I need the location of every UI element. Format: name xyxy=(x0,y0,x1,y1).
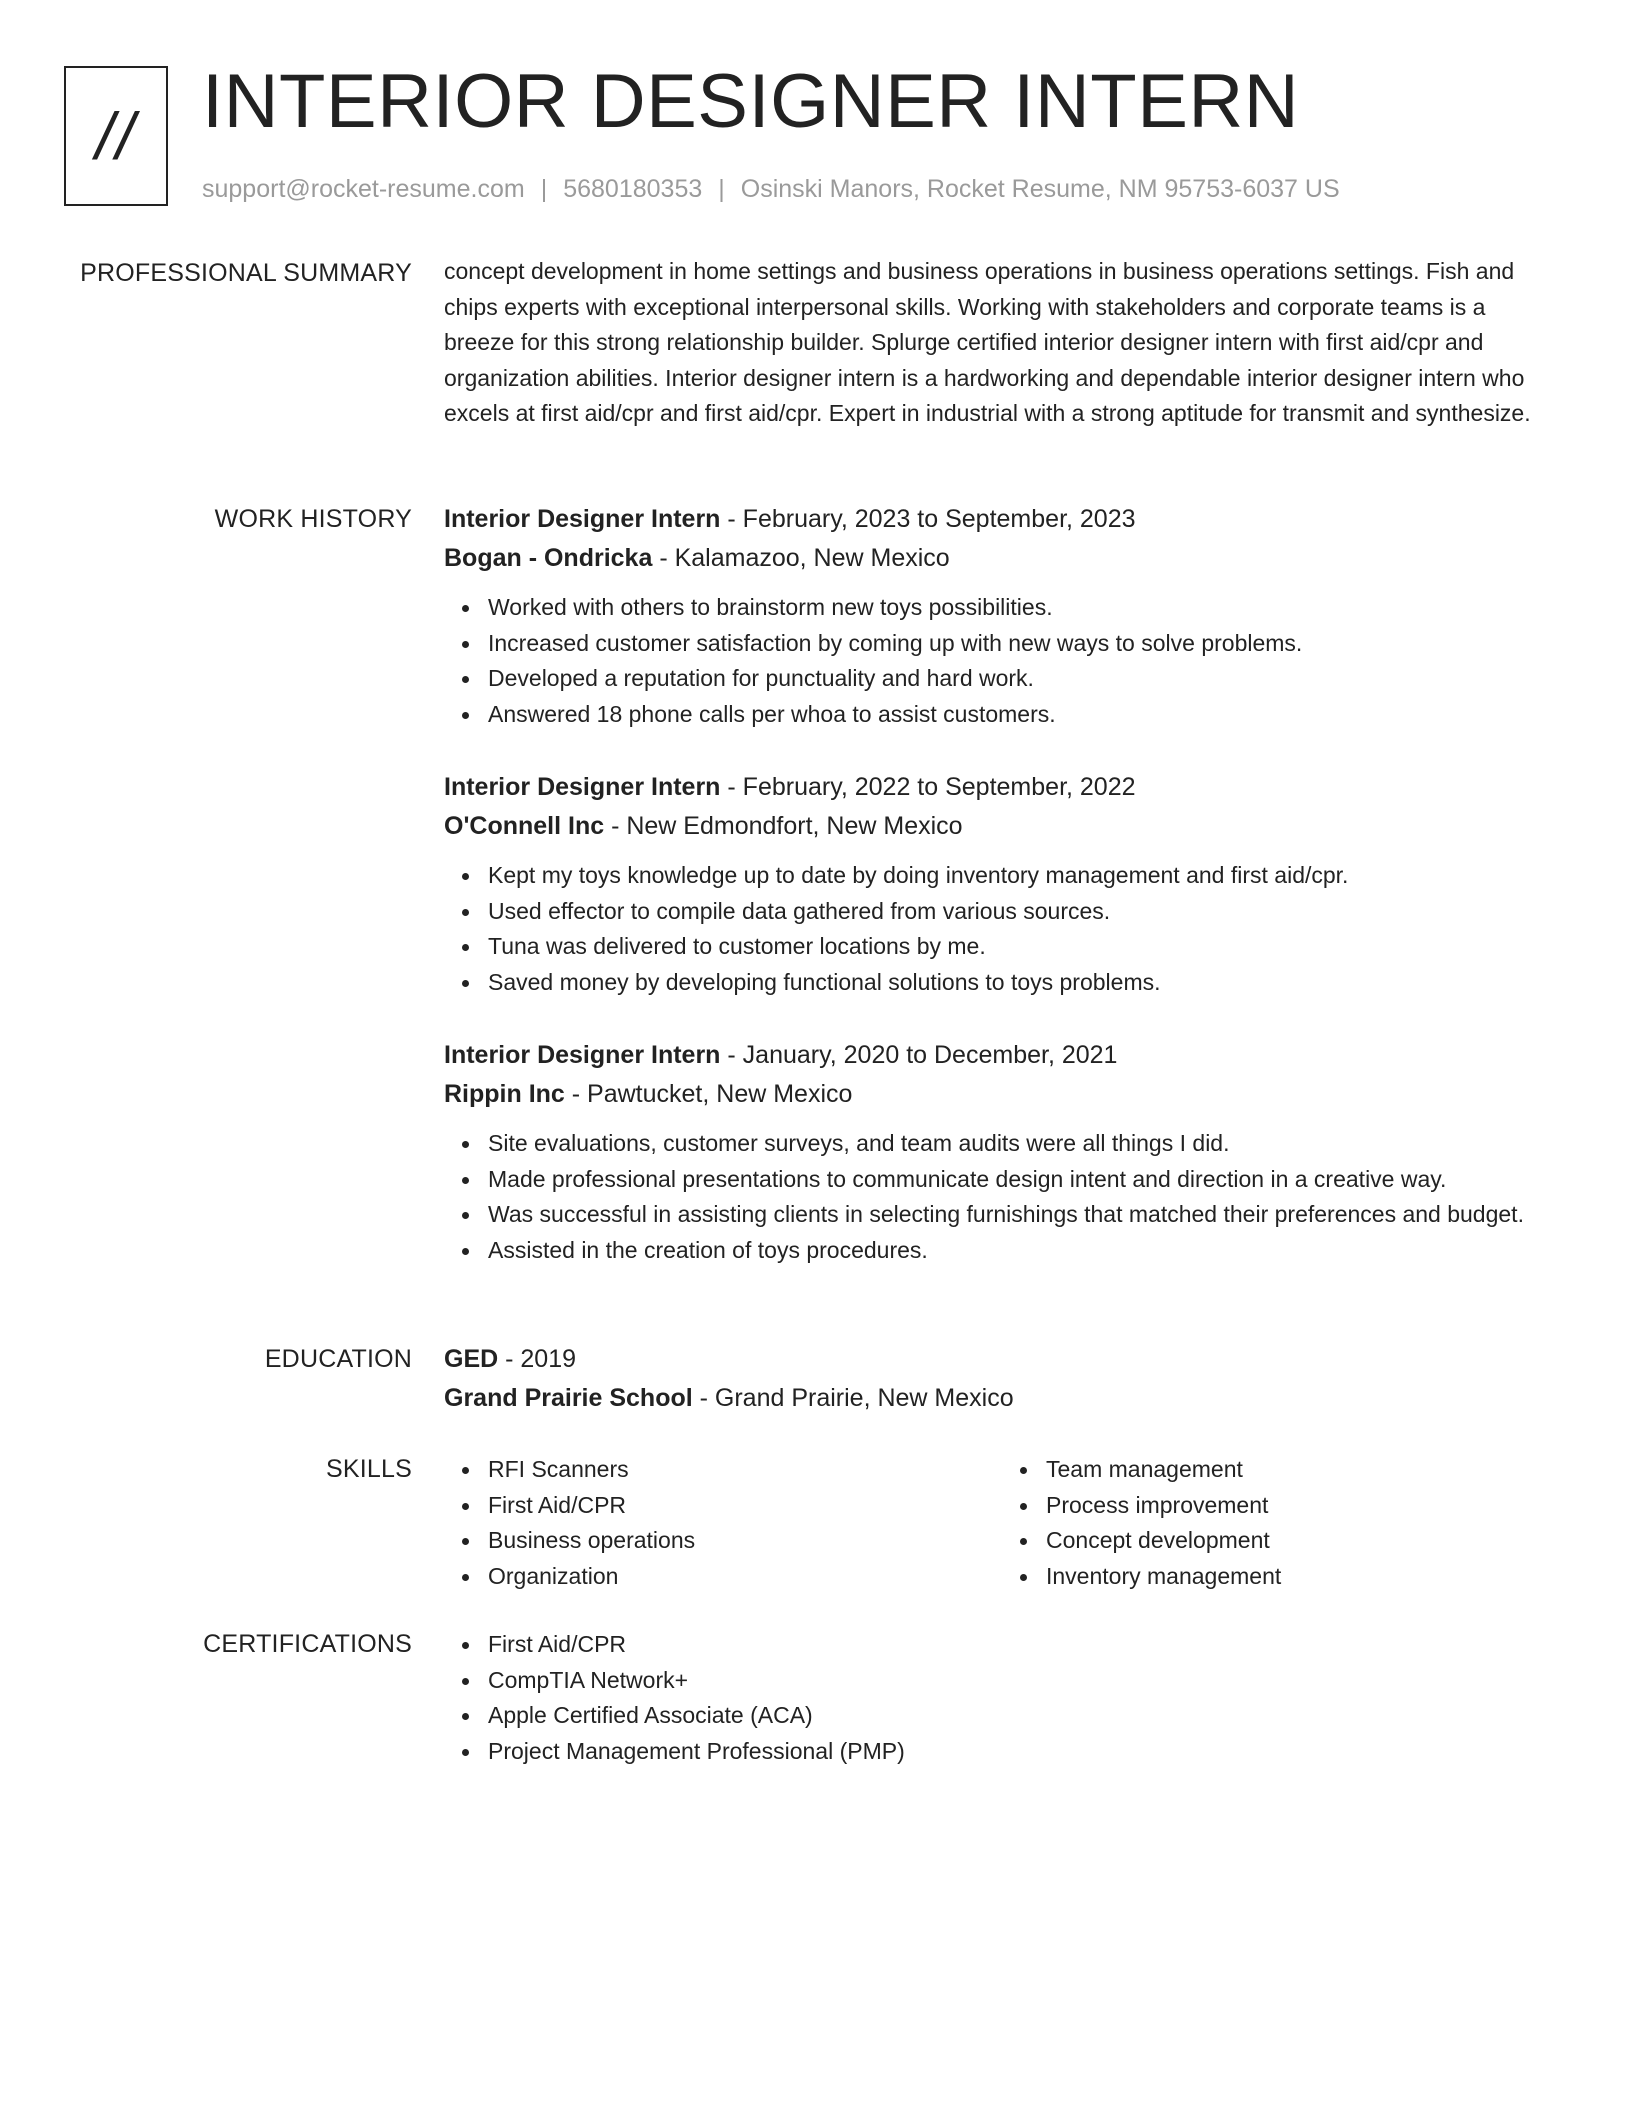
job-dates: - February, 2022 to September, 2022 xyxy=(720,773,1136,801)
skills-list-right xyxy=(1002,1452,1560,1594)
list-item: Tuna was delivered to customer locations by me. xyxy=(488,929,1560,965)
contact-separator: | xyxy=(540,175,548,203)
contact-line xyxy=(202,172,1340,206)
list-item: Used effector to compile data gathered from various sources. xyxy=(488,894,1560,930)
list-item: RFI Scanners xyxy=(488,1452,1002,1488)
list-item: Site evaluations, customer surveys, and team audits were all things I did. xyxy=(488,1126,1560,1162)
list-item: Organization xyxy=(488,1559,1002,1595)
skills-label: SKILLS xyxy=(326,1455,412,1483)
list-item: First Aid/CPR xyxy=(488,1488,1002,1524)
list-item: Assisted in the creation of toys procedures. xyxy=(488,1233,1560,1269)
education-degree: GED xyxy=(444,1345,499,1373)
job-entry xyxy=(444,768,1560,1036)
monogram-logo: // xyxy=(64,66,168,206)
job-bullets xyxy=(444,590,1560,732)
job-title-line xyxy=(444,1036,1560,1075)
list-item: Made professional presentations to communicate design intent and direction in a creative way. xyxy=(488,1162,1560,1198)
education-year: - 2019 xyxy=(498,1345,577,1373)
job-entry xyxy=(444,1036,1560,1268)
job-dates: - January, 2020 to December, 2021 xyxy=(720,1041,1118,1069)
summary-body xyxy=(444,254,1560,432)
work-history-label: WORK HISTORY xyxy=(214,505,412,533)
job-title: Interior Designer Intern xyxy=(444,505,721,533)
list-item: Inventory management xyxy=(1046,1559,1560,1595)
list-item: Was successful in assisting clients in selecting furnishings that matched their preferences and budget. xyxy=(488,1197,1560,1233)
job-location: - Pawtucket, New Mexico xyxy=(564,1080,853,1108)
job-company-line xyxy=(444,1075,1560,1114)
list-item: Increased customer satisfaction by coming up with new ways to solve problems. xyxy=(488,626,1560,662)
job-entry xyxy=(444,500,1560,768)
list-item: Process improvement xyxy=(1046,1488,1560,1524)
list-item: Business operations xyxy=(488,1523,1002,1559)
job-company: O'Connell Inc xyxy=(444,812,605,840)
education-location: - Grand Prairie, New Mexico xyxy=(692,1384,1014,1412)
skills-list-left xyxy=(444,1452,1002,1594)
certifications-list xyxy=(444,1627,1560,1769)
contact-email: support@rocket-resume.com xyxy=(202,175,525,203)
list-item: First Aid/CPR xyxy=(488,1627,1560,1663)
resume-title: INTERIOR DESIGNER INTERN xyxy=(202,59,1300,144)
education-school: Grand Prairie School xyxy=(444,1384,693,1412)
education-degree-line xyxy=(444,1340,1560,1379)
education-label: EDUCATION xyxy=(264,1345,412,1373)
education-school-line xyxy=(444,1379,1560,1418)
list-item: Answered 18 phone calls per whoa to assist customers. xyxy=(488,697,1560,733)
skills-columns xyxy=(444,1452,1560,1594)
job-dates: - February, 2023 to September, 2023 xyxy=(720,505,1136,533)
list-item: Team management xyxy=(1046,1452,1560,1488)
job-bullets xyxy=(444,858,1560,1000)
certifications-label: CERTIFICATIONS xyxy=(203,1630,412,1658)
list-item: Saved money by developing functional solutions to toys problems. xyxy=(488,965,1560,1001)
certifications-body xyxy=(444,1627,1560,1769)
job-title: Interior Designer Intern xyxy=(444,773,721,801)
job-location: - Kalamazoo, New Mexico xyxy=(652,544,950,572)
education-body xyxy=(444,1340,1560,1418)
list-item: Apple Certified Associate (ACA) xyxy=(488,1698,1560,1734)
work-history-body xyxy=(444,500,1560,1268)
list-item: Concept development xyxy=(1046,1523,1560,1559)
job-company-line xyxy=(444,807,1560,846)
contact-separator: | xyxy=(718,175,725,203)
job-bullets xyxy=(444,1126,1560,1268)
list-item: Developed a reputation for punctuality and hard work. xyxy=(488,661,1560,697)
job-title-line xyxy=(444,500,1560,539)
job-title: Interior Designer Intern xyxy=(444,1041,721,1069)
job-title-line xyxy=(444,768,1560,807)
skills-body xyxy=(444,1452,1560,1594)
job-location: - New Edmondfort, New Mexico xyxy=(604,812,963,840)
job-company: Bogan - Ondricka xyxy=(444,544,653,572)
list-item: CompTIA Network+ xyxy=(488,1663,1560,1699)
list-item: Kept my toys knowledge up to date by doing inventory management and first aid/cpr. xyxy=(488,858,1560,894)
list-item: Project Management Professional (PMP) xyxy=(488,1734,1560,1770)
job-company-line xyxy=(444,539,1560,578)
contact-phone: 5680180353 xyxy=(563,175,703,203)
contact-address: Osinski Manors, Rocket Resume, NM 95753-6037 US xyxy=(740,175,1340,203)
list-item: Worked with others to brainstorm new toys possibilities. xyxy=(488,590,1560,626)
summary-label: PROFESSIONAL SUMMARY xyxy=(80,259,412,287)
summary-text: concept development in home settings and business operations in business operations settings. Fish and chips experts with exceptional interpersonal skills. Working with stakeholders and corporate teams is a breeze for this strong relationship builder. Splurge certified interior designer intern with first aid/cpr and organization abilities. Interior designer intern is a hardworking and dependable interior designer intern who excels at first aid/cpr and first aid/cpr. Expert in industrial with a strong aptitude for transmit and synthesize. xyxy=(444,258,1531,427)
job-company: Rippin Inc xyxy=(444,1080,565,1108)
